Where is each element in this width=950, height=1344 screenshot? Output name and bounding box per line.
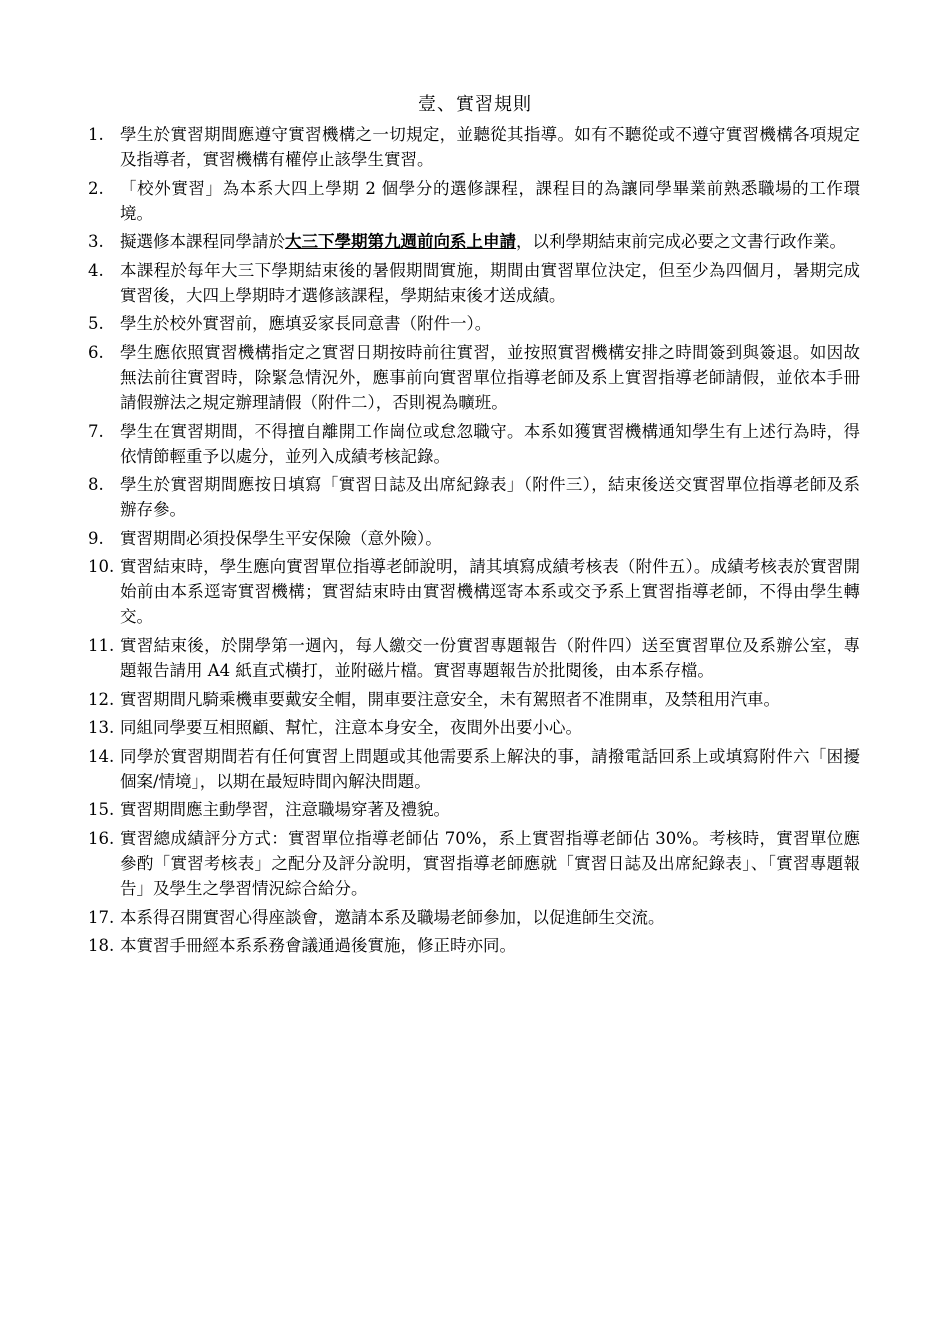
item-text-post: ，以利學期結束前完成必要之文書行政作業。 bbox=[516, 232, 846, 252]
item-number: 4. bbox=[88, 260, 104, 280]
item-number: 2. bbox=[88, 178, 104, 198]
item-number: 12. bbox=[88, 689, 115, 709]
item-number: 11. bbox=[88, 635, 115, 655]
item-text: 實習結束時，學生應向實習單位指導老師說明，請其填寫成績考核表（附件五）。成績考核表於實習開始前由本系逕寄實習機構；實習結束時由實習機構逕寄本系或交予系上實習指導老師，不得由學生轉交。 bbox=[120, 557, 860, 627]
list-item bbox=[88, 176, 860, 226]
list-item bbox=[88, 633, 860, 683]
item-text: 本系得召開實習心得座談會，邀請本系及職場老師參加，以促進師生交流。 bbox=[120, 907, 665, 927]
list-item bbox=[88, 419, 860, 469]
list-item bbox=[88, 905, 860, 930]
item-text-pre: 擬選修本課程同學請於 bbox=[120, 232, 285, 252]
list-item bbox=[88, 258, 860, 308]
item-number: 9. bbox=[88, 528, 104, 548]
item-number: 6. bbox=[88, 342, 104, 362]
item-number: 1. bbox=[88, 125, 104, 144]
list-item bbox=[88, 744, 860, 794]
item-number: 15. bbox=[88, 800, 115, 820]
list-item bbox=[88, 797, 860, 822]
list-item bbox=[88, 554, 860, 629]
item-number: 16. bbox=[88, 828, 115, 848]
item-number: 17. bbox=[88, 907, 115, 927]
item-text: 實習期間凡騎乘機車要戴安全帽，開車要注意安全，未有駕照者不准開車，及禁租用汽車。 bbox=[120, 689, 780, 709]
item-text bbox=[120, 232, 846, 251]
list-item bbox=[88, 826, 860, 901]
list-item bbox=[88, 122, 860, 172]
item-text: 實習結束後，於開學第一週內，每人繳交一份實習專題報告（附件四）送至實習單位及系辦公室，專題報告請用 A4 紙直式橫打，並附磁片檔。實習專題報告於批閱後，由本系存檔。 bbox=[120, 635, 860, 680]
item-text: 本課程於每年大三下學期結束後的暑假期間實施，期間由實習單位決定，但至少為四個月，暑期完成實習後，大四上學期時才選修該課程，學期結束後才送成績。 bbox=[120, 260, 860, 305]
list-item bbox=[88, 340, 860, 415]
rules-list bbox=[88, 122, 860, 962]
emphasized-deadline: 大三下學期第九週前向系上申請 bbox=[285, 232, 516, 252]
item-text: 學生在實習期間，不得擅自離開工作崗位或怠忽職守。本系如獲實習機構通知學生有上述行為時，得依情節輕重予以處分，並列入成績考核記錄。 bbox=[120, 421, 860, 466]
list-item bbox=[88, 933, 860, 958]
item-text: 「校外實習」為本系大四上學期 2 個學分的選修課程，課程目的為讓同學畢業前熟悉職場的工作環境。 bbox=[120, 178, 860, 223]
list-item bbox=[88, 526, 860, 551]
item-number: 7. bbox=[88, 421, 104, 441]
item-text: 同學於實習期間若有任何實習上問題或其他需要系上解決的事，請撥電話回系上或填寫附件六「困擾個案/情境」，以期在最短時間內解決問題。 bbox=[120, 746, 860, 791]
item-text: 學生於校外實習前，應填妥家長同意書（附件一）。 bbox=[120, 314, 492, 334]
item-number: 13. bbox=[88, 718, 115, 738]
list-item bbox=[88, 687, 860, 712]
item-text: 同組同學要互相照顧、幫忙，注意本身安全，夜間外出要小心。 bbox=[120, 718, 582, 738]
item-number: 10. bbox=[88, 557, 115, 577]
list-item bbox=[88, 715, 860, 740]
item-text: 學生於實習期間應遵守實習機構之一切規定，並聽從其指導。如有不聽從或不遵守實習機構各項規定及指導者，實習機構有權停止該學生實習。 bbox=[120, 125, 860, 169]
item-text: 本實習手冊經本系系務會議通過後實施，修正時亦同。 bbox=[120, 936, 516, 956]
list-item bbox=[88, 311, 860, 336]
list-item bbox=[88, 229, 860, 254]
item-text: 學生於實習期間應按日填寫「實習日誌及出席紀錄表」（附件三），結束後送交實習單位指導老師及系辦存參。 bbox=[120, 475, 860, 520]
item-text: 實習總成績評分方式：實習單位指導老師佔 70%，系上實習指導老師佔 30%。考核時，實習單位應參酌「實習考核表」之配分及評分說明，實習指導老師應就「實習日誌及出席紀錄表」、「實習專題報告」及學生之學習情況綜合給分。 bbox=[120, 828, 860, 898]
item-number: 3. bbox=[88, 232, 104, 252]
item-number: 14. bbox=[88, 746, 115, 766]
list-item bbox=[88, 472, 860, 522]
item-number: 18. bbox=[88, 936, 115, 956]
item-number: 5. bbox=[88, 314, 104, 334]
item-number: 8. bbox=[88, 475, 104, 495]
item-text: 實習期間應主動學習，注意職場穿著及禮貌。 bbox=[120, 800, 450, 820]
page-title: 壹、實習規則 bbox=[418, 94, 532, 115]
item-text: 學生應依照實習機構指定之實習日期按時前往實習，並按照實習機構安排之時間簽到與簽退。如因故無法前往實習時，除緊急情況外，應事前向實習單位指導老師及系上實習指導老師請假，並依本手冊請假辦法之規定辦理請假（附件二），否則視為曠班。 bbox=[120, 342, 860, 412]
item-text: 實習期間必須投保學生平安保險（意外險）。 bbox=[120, 528, 442, 548]
